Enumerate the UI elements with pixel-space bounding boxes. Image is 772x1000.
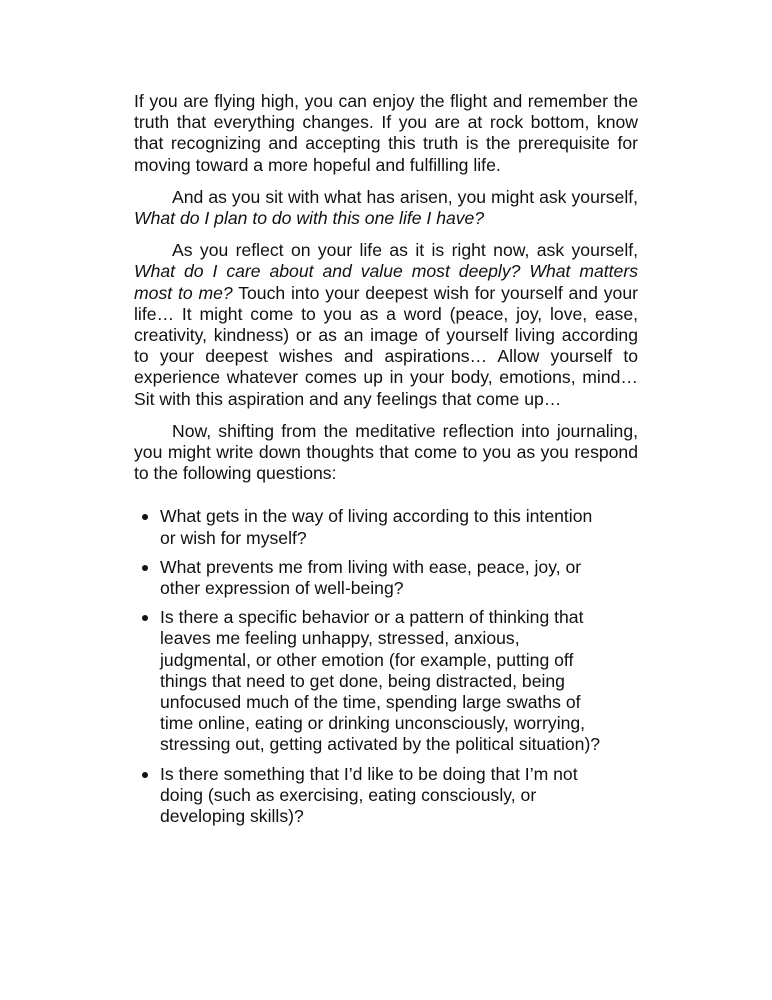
list-item [134, 607, 612, 755]
paragraph-3-italic: What do I care about and value most deeply? What matters most to me? [134, 261, 638, 303]
paragraph-2 [134, 187, 638, 229]
paragraph-1: If you are flying high, you can enjoy the flight and remember the truth that everything changes. If you are at rock bottom, know that recognizing and accepting this truth is the prerequisite for moving toward a more hopeful and fulfilling life. [134, 91, 638, 175]
page-body [134, 91, 638, 835]
paragraph-3-text: As you reflect on your life as it is right now, ask yourself, [172, 240, 638, 261]
paragraph-4: Now, shifting from the meditative reflection into journaling, you might write down thoughts that come to you as you respond to the following questions: [134, 420, 638, 484]
question-text: What gets in the way of living according to this intention or wish for myself? [160, 506, 593, 548]
bullet-icon [142, 514, 148, 520]
question-text: What prevents me from living with ease, peace, joy, or other expression of well-being? [160, 556, 582, 599]
list-item [134, 506, 612, 548]
bullet-icon [142, 615, 148, 621]
paragraph-2-text: And as you sit with what has arisen, you might ask yourself, [172, 186, 638, 207]
question-list [134, 506, 612, 827]
bullet-icon [142, 772, 148, 778]
question-text: Is there something that I’d like to be doing that I’m not doing (such as exercising, eating consciously, or developing skills)? [160, 763, 578, 827]
paragraph-2-italic: What do I plan to do with this one life I have? [134, 208, 485, 229]
list-item [134, 764, 612, 828]
paragraph-3-rest: Touch into your deepest wish for yourself and your life… It might come to you as a word (peace, joy, love, ease, creativity, kindness) or as an image of yourself living according to your deepest wishes and aspirations… Allow yourself to experience whatever comes up in your body, emotions, mind… Sit with this aspiration and any feelings that come up… [134, 282, 638, 409]
list-item [134, 557, 612, 599]
question-text: Is there a specific behavior or a pattern of thinking that leaves me feeling unhappy, stressed, anxious, judgmental, or other emotion (for example, putting off things that need to get done, being distracted, being unfocused much of the time, spending large swaths of time online, eating or drinking unconsciously, worrying, stressing out, getting activated by the political situation)? [160, 607, 601, 755]
bullet-icon [142, 565, 148, 571]
paragraph-3 [134, 240, 638, 410]
